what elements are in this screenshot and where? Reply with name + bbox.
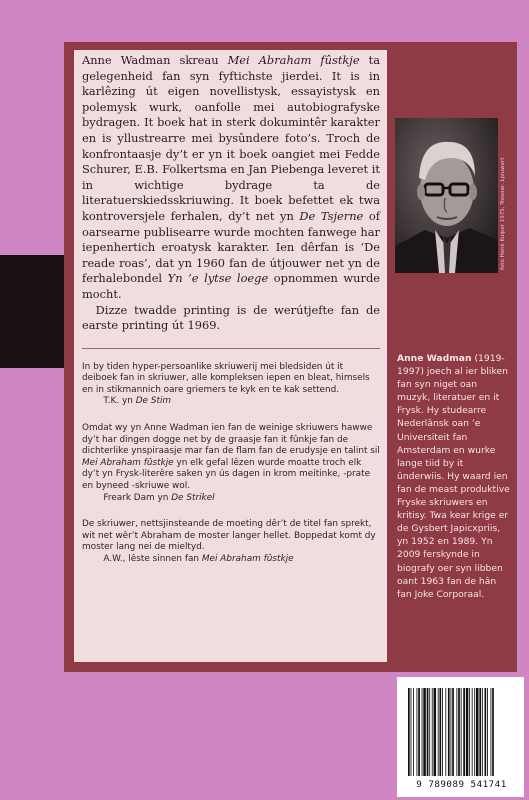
review-quote-3: De skriuwer, nettsjinsteande de moeting dêr’t de titel fan sprekt, wit net wêr’t Abraham de moster langer hellet. Boppedat komt dy moster lang nei de mieltyd. A.W., lêste sinnen fan Mei Abraham fûstkje [82,519,380,565]
photo-credit: foto Henk Kuiper 1975, Tresoar, Ljouwert [500,157,506,270]
black-band [0,255,64,368]
blurb-paragraph-1: Anne Wadman skreau Mei Abraham fûstkje ta gelegenheid fan syn fyftichste jierdei. It is in karlêzing út eigen novellistysk, essayistysk en polemysk wurk, oanfolle mei autobiografyske bydragen. It boek hat in sterk dokumintêr karakter en is yllustrearre mei bysûndere foto’s. Troch de konfrontaasje dy’t er yn it boek oangiet mei Fedde Schurer, E.B. Folkertsma en Jan Piebenga leveret it in wichtige bydrage ta de literatuerskiedsskriuwing. It boek befettet ek twa kontroversjele ferhalen, dy’t net yn De Tsjerne of oarsearne publisearre wurde mochten fanwege har iepenhertich eroatysk karakter. Ien dêrfan is ‘De reade roas’, dat yn 1960 fan de útjouwer net yn de ferhalebondel Yn ’e lytse loege opnommen wurde mocht. [82,53,380,301]
journal-title: De Tsjerne [299,208,364,223]
quote-attribution-2: Freark Dam yn De Strikel [103,492,215,503]
isbn-barcode [404,688,518,776]
blurb-box [74,50,387,662]
collection-title: Yn ’e lytse loege [167,271,269,286]
author-name: Anne Wadman [397,353,472,364]
author-portrait-image [395,118,498,273]
divider [82,348,380,349]
isbn-number: 9 789089 541741 [416,779,507,790]
book-title: Mei Abraham fûstkje [227,53,360,67]
review-quote-2: Omdat wy yn Anne Wadman ien fan de weinige skriuwers hawwe dy’t har dingen dogge net by de graasje fan it fûnkje fan de dichterlike ynspiraasje mar fan de flam fan de erudysje en talint sil Mei Abraham fûstkje yn elk gefal lêzen wurde moatte troch elk dy’t yn Frysk-literêre saken yn ús dagen in krom meitinke, -prate en byneed -skriuwe wol. Freark Dam yn De Strikel [82,423,380,503]
review-quote-1: In by tiden hyper-persoanlike skriuwerij mei bledsiden út it deiboek fan in skriuwer, alle kompleksen iepen en bleat, himsels en in stikmannich oare griemers te kyk en te kak settend. T.K. yn De Stim [82,362,380,408]
blurb-paragraph-2: Dizze twadde printing is de werútjefte fan de earste printing út 1969. [82,302,380,333]
author-bio: Anne Wadman (1919-1997) joech al ier bliken fan syn niget oan muzyk, literatuer en it Frysk. Hy studearre Nederlânsk oan ’e Universiteit fan Amsterdam en wurke lange tiid by it ûnderwiis. Hy waard ien fan de meast produktive Fryske skriuwers en kritisy. Twa kear krige er de Gysbert Japicxpriis, yn 1952 en 1989. Yn 2009 ferskynde in biografy oer syn libben oant 1963 fan de hân fan Joke Corporaal. [397,353,510,600]
quote-attribution-3: A.W., lêste sinnen fan Mei Abraham fûstkje [103,554,294,564]
author-photo [395,118,498,273]
quote-attribution-1: T.K. yn De Stim [103,396,172,407]
